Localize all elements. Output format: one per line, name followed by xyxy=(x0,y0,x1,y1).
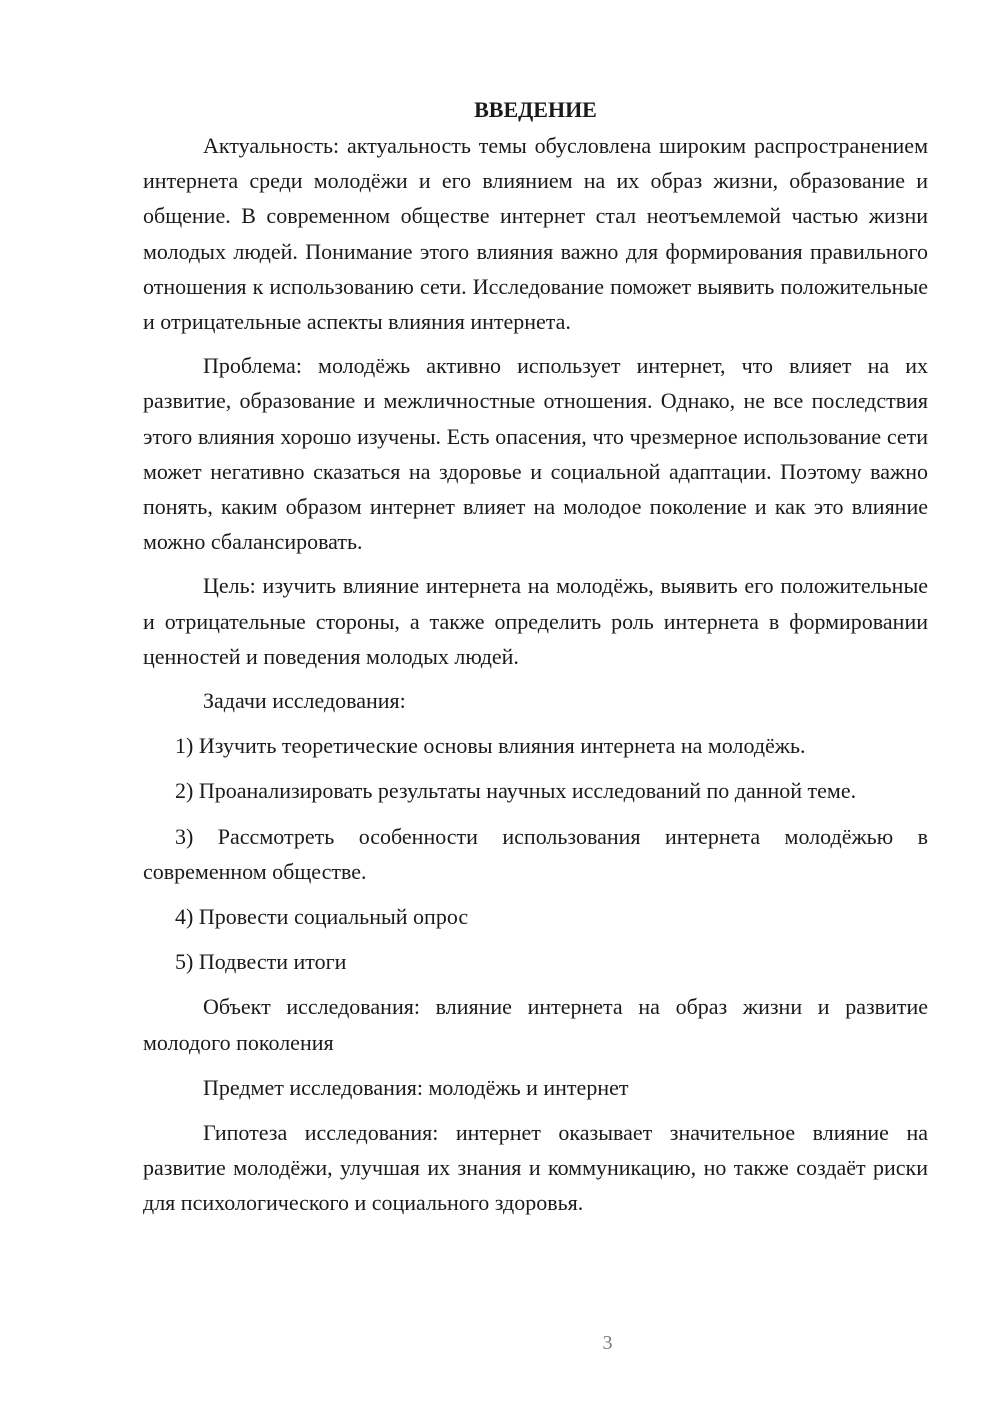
task-item-1: 1) Изучить теоретические основы влияния интернета на молодёжь. xyxy=(175,733,806,759)
paragraph-goal: Цель: изучить влияние интернета на молодёжь, выявить его положительные и отрицательные стороны, а также определить роль интернета в формировании ценностей и поведения молодых людей. xyxy=(143,573,928,669)
task-item-5: 5) Подвести итоги xyxy=(175,949,347,975)
paragraph-subject: Предмет исследования: молодёжь и интернет xyxy=(203,1074,629,1100)
paragraph-tasks-heading: Задачи исследования: xyxy=(203,688,406,714)
task-item-4: 4) Провести социальный опрос xyxy=(175,904,469,930)
paragraph-hypothesis: Гипотеза исследования: интернет оказывает значительное влияние на развитие молодёжи, улучшая их знания и коммуникацию, но также создаёт риски для психологического и социального здоровья. xyxy=(143,1120,928,1216)
paragraph-problem: Проблема: молодёжь активно использует интернет, что влияет на их развитие, образование и межличностные отношения. Однако, не все последствия этого влияния хорошо изучены. Есть опасения, что чрезмерное использование сети может негативно сказаться на здоровье и социальной адаптации. Поэтому важно понять, каким образом интернет влияет на молодое поколение и как это влияние можно сбалансировать. xyxy=(143,353,928,555)
task-item-2: 2) Проанализировать результаты научных исследований по данной теме. xyxy=(175,778,857,804)
paragraph-object: Объект исследования: влияние интернета на образ жизни и развитие молодого поколения xyxy=(143,994,928,1055)
page-title: ВВЕДЕНИЕ xyxy=(474,97,597,122)
paragraph-relevance: Актуальность: актуальность темы обусловлена широким распространением интернета среди молодёжи и его влиянием на их образ жизни, образование и общение. В современном обществе интернет стал неотъемлемой частью жизни молодых людей. Понимание этого влияния важно для формирования правильного отношения к использованию сети. Исследование поможет выявить положительные и отрицательные аспекты влияния интернета. xyxy=(143,133,928,335)
task-item-3: 3) Рассмотреть особенности использования интернета молодёжью в современном обществе. xyxy=(143,823,928,884)
document-body xyxy=(143,92,928,1221)
page-number: 3 xyxy=(602,1332,613,1354)
